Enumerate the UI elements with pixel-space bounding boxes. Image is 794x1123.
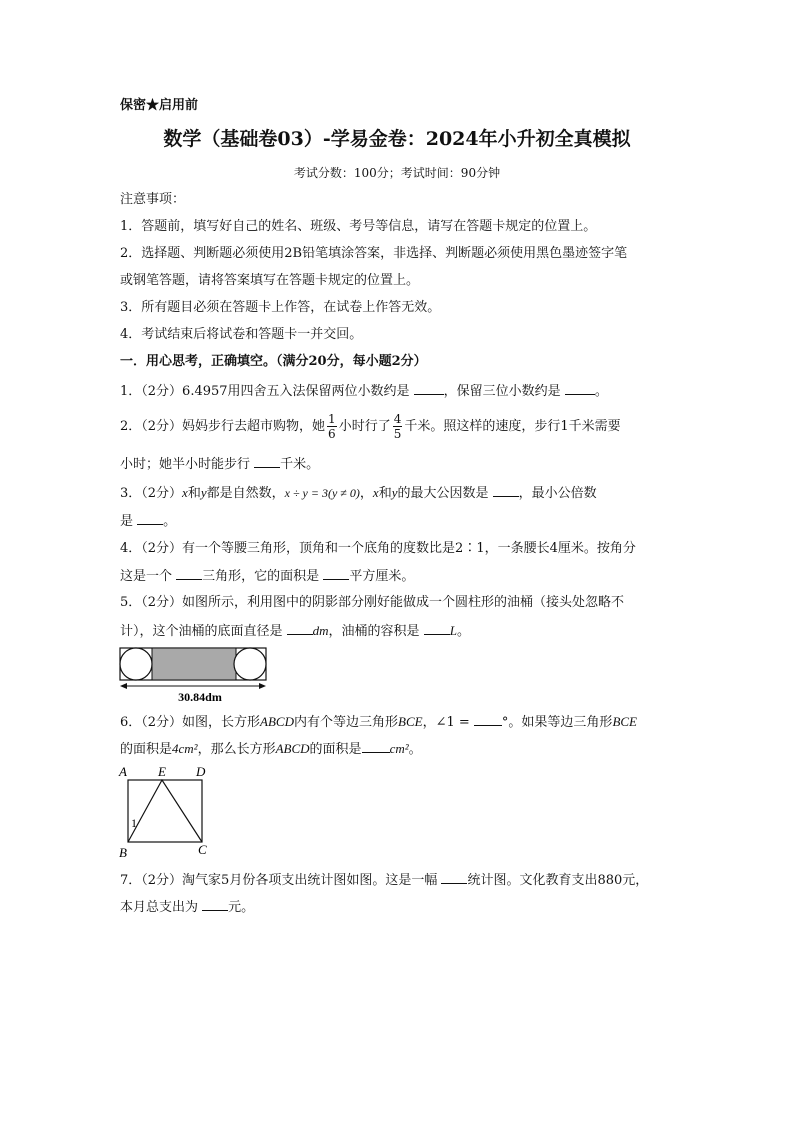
figure-dimension-label: 30.84dm bbox=[178, 690, 222, 704]
q6-area: 4cm² bbox=[172, 741, 198, 756]
q6-text: ，∠1 = bbox=[422, 715, 470, 730]
q5-text: 计），这个油桶的底面直径是 bbox=[120, 624, 283, 639]
q6-abcd: ABCD bbox=[275, 741, 310, 756]
q4-text: 这是一个 bbox=[120, 569, 173, 584]
base-circle-right bbox=[234, 648, 266, 680]
q3-text: 3．（2分） bbox=[120, 486, 183, 501]
q4-blank-2[interactable] bbox=[323, 565, 349, 580]
q3-text: 都是自然数， bbox=[206, 486, 285, 501]
q5-unit-l: L bbox=[449, 623, 457, 638]
q6-text: 的面积是 bbox=[309, 742, 362, 757]
q3-text: 和 bbox=[187, 486, 201, 501]
vertex-c: C bbox=[198, 842, 207, 857]
q3-text: ， bbox=[359, 486, 373, 501]
question-3 bbox=[120, 482, 676, 504]
question-2 bbox=[120, 410, 676, 444]
q2-text: 2．（2分）妈妈步行去超市购物，她 bbox=[120, 419, 326, 434]
q2-text: 小时行了 bbox=[338, 419, 391, 434]
question-4: 4．（2分）有一个等腰三角形，顶角和一个底角的度数比是2∶1，一条腰长4厘米。按角分 bbox=[120, 541, 636, 556]
q6-text: ，那么长方形 bbox=[197, 742, 276, 757]
q5-blank-2[interactable] bbox=[424, 620, 450, 635]
exam-info: 考试分数：100分；考试时间：90分钟 bbox=[293, 166, 501, 180]
q6-text: 的面积是 bbox=[120, 742, 173, 757]
question-4-cont bbox=[120, 565, 676, 587]
secret-label: 保密★启用前 bbox=[120, 98, 199, 113]
question-5: 5．（2分）如图所示，利用图中的阴影部分刚好能做成一个圆柱形的油桶（接头处忽略不 bbox=[120, 595, 625, 610]
q3-text: 的最大公因数是 bbox=[397, 486, 489, 501]
q1-blank-2[interactable] bbox=[565, 380, 595, 395]
q6-unit: cm² bbox=[389, 741, 409, 756]
base-circle-left bbox=[120, 648, 152, 680]
question-5-cont bbox=[120, 620, 676, 642]
q5-text: ，油桶的容积是 bbox=[328, 624, 420, 639]
q3-text: 和 bbox=[378, 486, 392, 501]
triangle-bce bbox=[128, 780, 202, 842]
q6-text: 。 bbox=[408, 742, 422, 757]
q1-text: ，保留三位小数约是 bbox=[443, 384, 561, 399]
q5-unit-dm: dm bbox=[312, 623, 329, 638]
q7-blank-1[interactable] bbox=[441, 869, 467, 884]
q3-blank-2[interactable] bbox=[137, 510, 163, 525]
q4-text: 平方厘米。 bbox=[349, 569, 415, 584]
q3-var-y: y bbox=[200, 485, 207, 500]
notice-item: 4．考试结束后将试卷和答题卡一并交回。 bbox=[120, 327, 363, 342]
q1-blank-1[interactable] bbox=[414, 380, 444, 395]
q3-text: ，最小公倍数 bbox=[518, 486, 597, 501]
vertex-b: B bbox=[119, 845, 127, 860]
notice-item: 2．选择题、判断题必须使用2B铅笔填涂答案，非选择、判断题必须使用黑色墨迹签字笔 bbox=[120, 246, 628, 261]
q3-var-x: x bbox=[182, 485, 188, 500]
q2-text: 小时；她半小时能步行 bbox=[120, 457, 251, 472]
arrow-left-icon bbox=[120, 683, 127, 689]
notice-item: 3．所有题目必须在答题卡上作答，在试卷上作答无效。 bbox=[120, 300, 441, 315]
q3-text: 是 bbox=[120, 514, 134, 529]
q6-text: °。如果等边三角形 bbox=[501, 715, 613, 730]
question-3-cont bbox=[120, 510, 676, 532]
page-title: 数学（基础卷03）-学易金卷：2024年小升初全真模拟 bbox=[163, 128, 631, 150]
q6-blank-1[interactable] bbox=[474, 711, 502, 726]
vertex-e: E bbox=[158, 764, 166, 779]
section-heading: 一．用心思考，正确填空。（满分20分，每小题2分） bbox=[120, 354, 427, 369]
q7-text: 元。 bbox=[228, 900, 255, 915]
q7-text: 7．（2分）淘气家5月份各项支出统计图如图。这是一幅 bbox=[120, 873, 438, 888]
q5-blank-1[interactable] bbox=[287, 620, 313, 635]
notice-item: 或钢笔答题，请将答案填写在答题卡规定的位置上。 bbox=[120, 273, 420, 288]
q4-blank-1[interactable] bbox=[176, 565, 202, 580]
q2-blank-2[interactable] bbox=[254, 453, 280, 468]
q1-text: 。 bbox=[594, 384, 608, 399]
fraction-1-6: $\frac{1}{6}$ bbox=[328, 412, 336, 441]
q6-bce: BCE bbox=[398, 714, 423, 729]
rectangle-abcd bbox=[128, 780, 202, 842]
q3-var-y: y bbox=[391, 485, 398, 500]
fraction-4-5: $\frac{4}{5}$ bbox=[393, 412, 402, 441]
notice-item: 1．答题前，填写好自己的姓名、班级、考号等信息，请写在答题卡规定的位置上。 bbox=[120, 219, 597, 234]
question-6 bbox=[120, 711, 676, 733]
cylinder-net-figure bbox=[118, 646, 270, 704]
q7-text: 统计图。文化教育支出880元， bbox=[467, 873, 649, 888]
vertex-a: A bbox=[119, 764, 127, 779]
notice-heading: 注意事项： bbox=[120, 192, 186, 207]
vertex-d: D bbox=[196, 764, 206, 779]
q6-bce: BCE bbox=[612, 714, 637, 729]
q4-text: 三角形，它的面积是 bbox=[202, 569, 320, 584]
q6-text: 内有个等边三角形 bbox=[294, 715, 399, 730]
q2-text: 千米。照这样的速度，步行1千米需要 bbox=[404, 419, 621, 434]
q7-text: 本月总支出为 bbox=[120, 900, 199, 915]
question-2-cont bbox=[120, 453, 676, 475]
q3-var-x: x bbox=[372, 485, 379, 500]
q6-abcd: ABCD bbox=[260, 714, 294, 729]
q1-text: 1．（2分）6.4957用四舍五入法保留两位小数约是 bbox=[120, 384, 410, 399]
q6-blank-2[interactable] bbox=[362, 738, 390, 753]
q2-text: 千米。 bbox=[280, 457, 320, 472]
q6-text: 6．（2分）如图，长方形 bbox=[120, 715, 261, 730]
angle-1-label: 1 bbox=[131, 816, 137, 830]
q7-blank-2[interactable] bbox=[202, 896, 228, 911]
rectangle-triangle-figure bbox=[116, 764, 216, 860]
shaded-rectangle bbox=[152, 648, 236, 680]
q5-text: 。 bbox=[456, 624, 470, 639]
q3-blank-1[interactable] bbox=[493, 482, 519, 497]
question-1 bbox=[120, 380, 676, 402]
q3-text: 。 bbox=[163, 514, 177, 529]
question-6-cont bbox=[120, 738, 676, 760]
question-7 bbox=[120, 869, 676, 891]
arrow-right-icon bbox=[259, 683, 266, 689]
question-7-cont bbox=[120, 896, 676, 918]
q3-equation: x ÷ y = 3(y ≠ 0) bbox=[284, 486, 360, 500]
